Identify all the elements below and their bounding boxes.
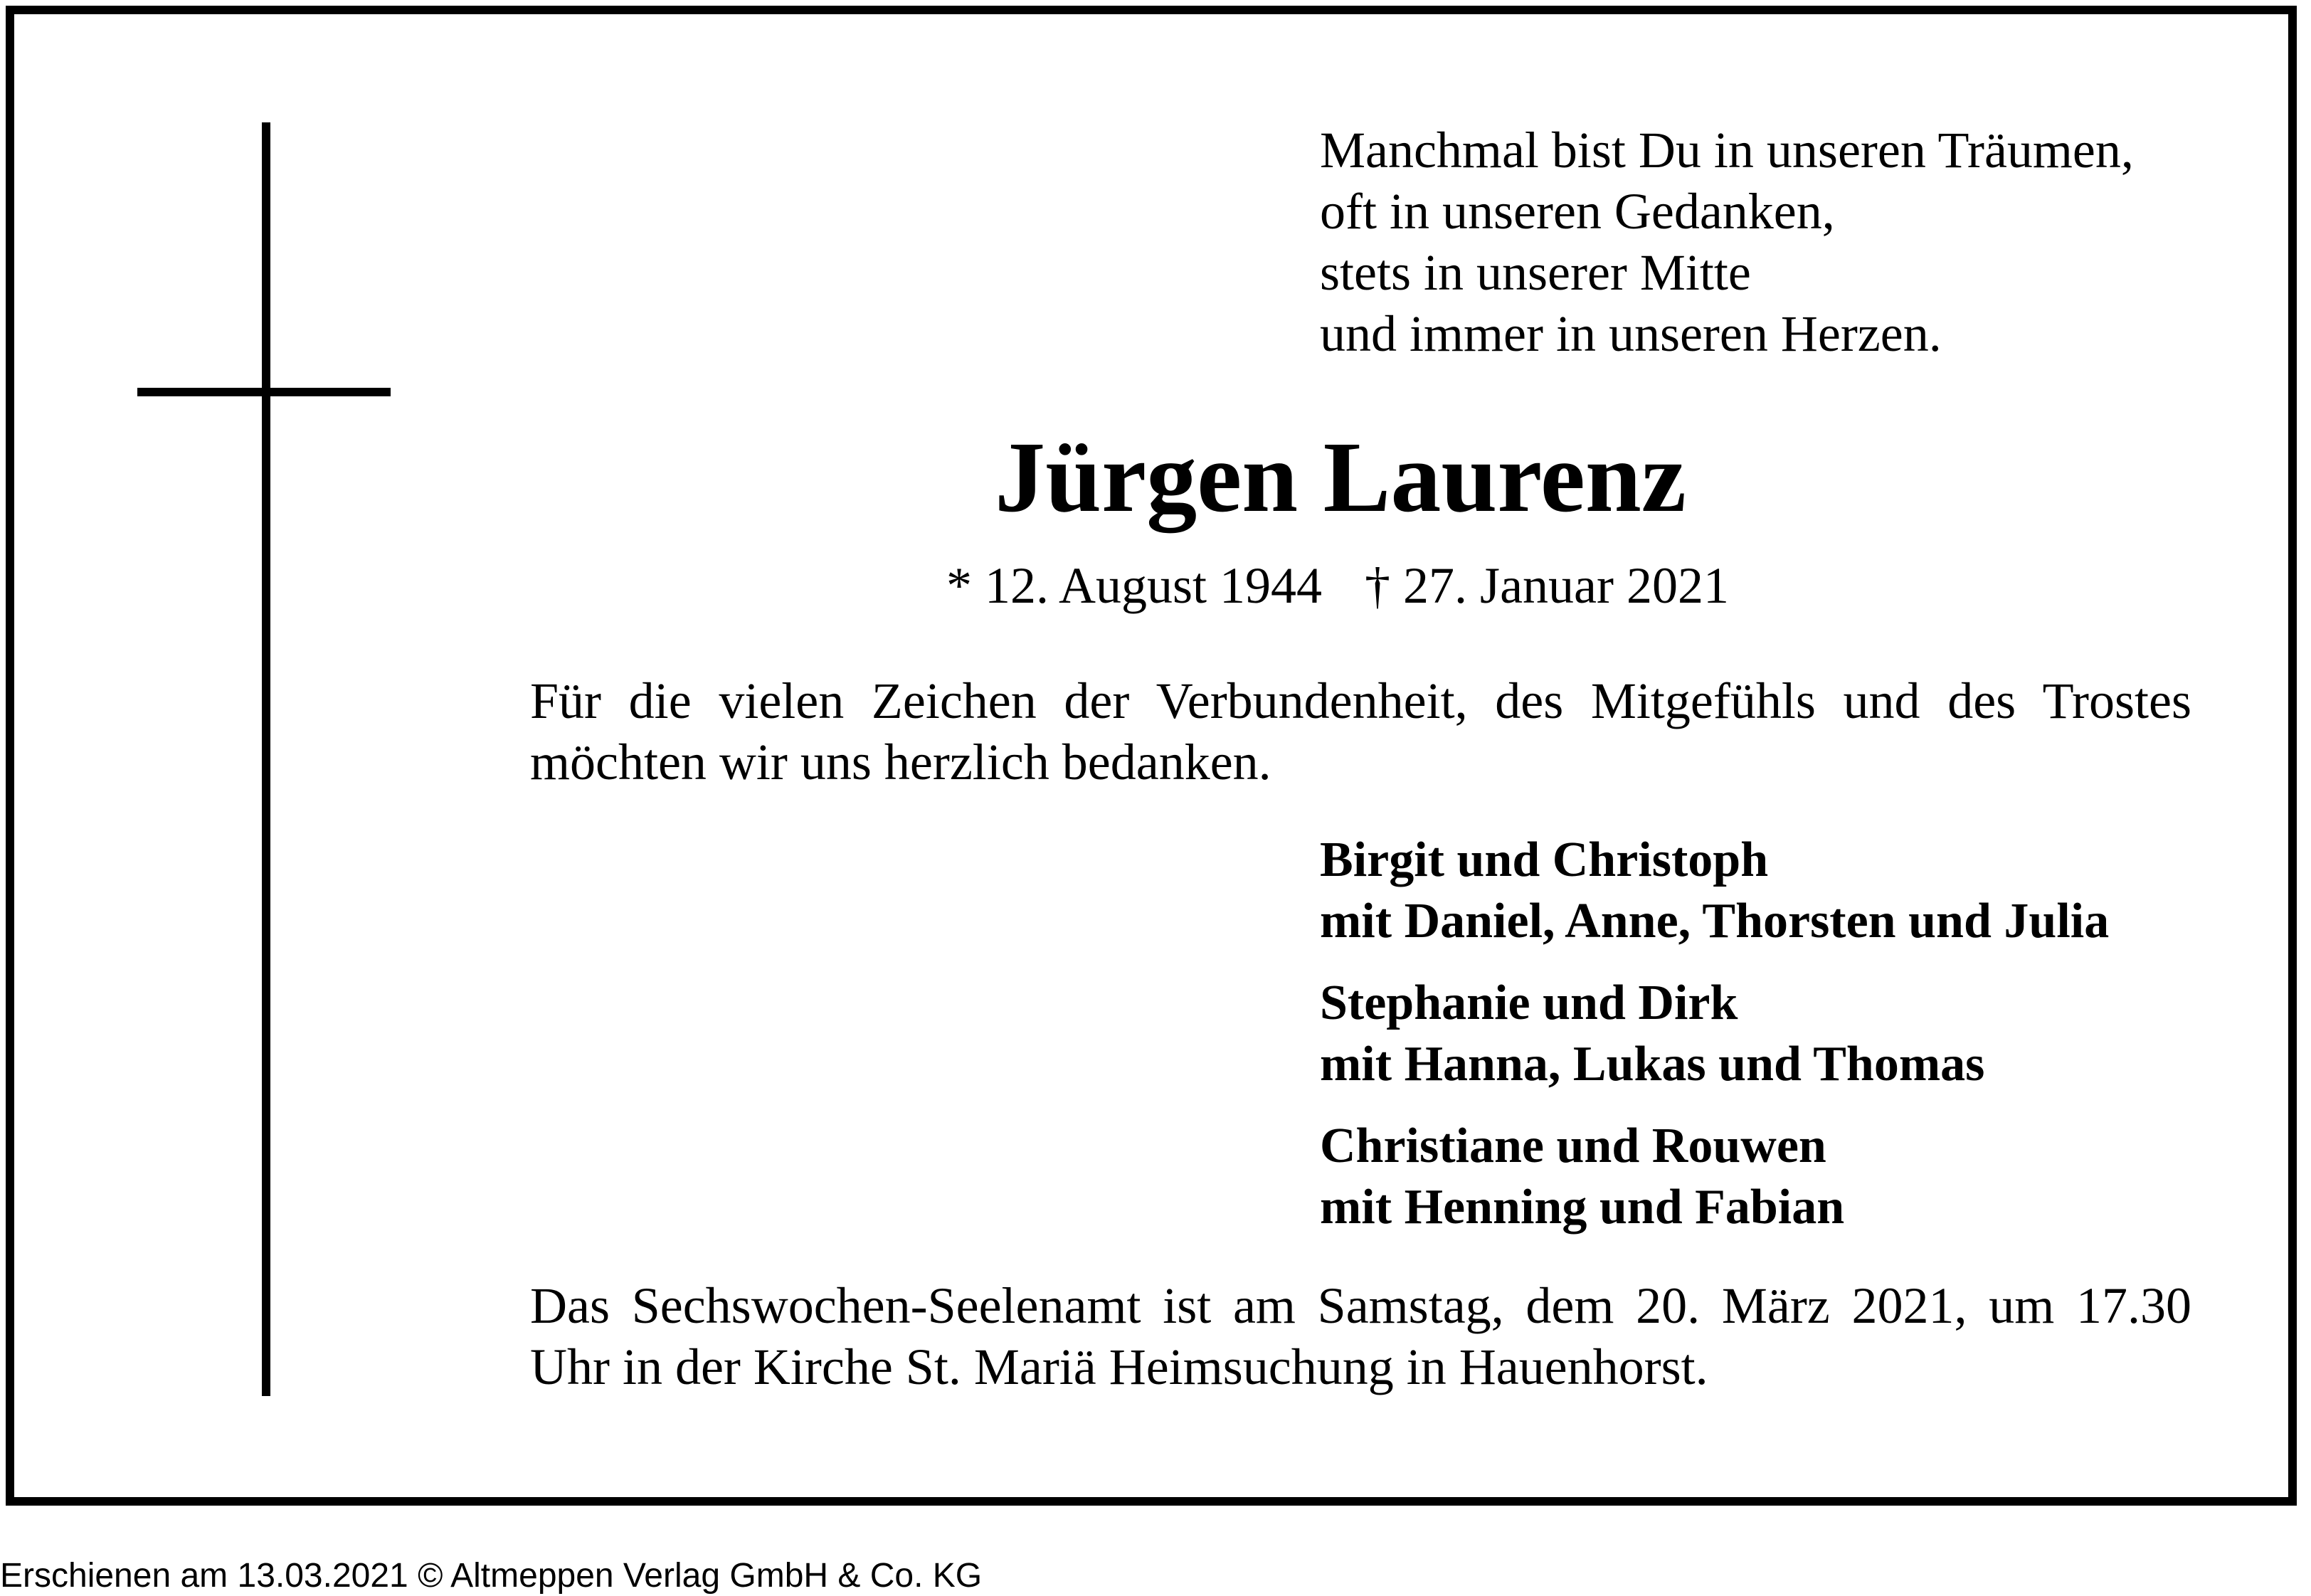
family-children: mit Henning und Fabian	[1320, 1180, 1845, 1235]
family-names: Birgit und Christoph	[1320, 833, 1769, 887]
family-names: Christiane und Rouwen	[1320, 1119, 1826, 1173]
publication-credit: Erschienen am 13.03.2021 © Altmeppen Verlag GmbH & Co. KG	[0, 1557, 983, 1595]
memorial-poem	[1320, 120, 2245, 364]
thanks-text: Für die vielen Zeichen der Verbundenheit, des Mitgefühls und des Trostes möchten wir uns herzlich bedanken.	[530, 672, 2191, 791]
service-announcement: Das Sechswochen-Seelenamt ist am Samstag, dem 20. März 2021, um 17.30 Uhr in der Kirche St. Mariä Heimsuchung in Hauenhorst.	[530, 1277, 2191, 1395]
cross-icon-crossbar	[137, 388, 391, 396]
poem-line: Manchmal bist Du in unseren Träumen,	[1320, 122, 2134, 179]
cross-icon	[262, 122, 270, 1396]
death-date: † 27. Januar 2021	[1365, 557, 1729, 614]
family-children: mit Hanna, Lukas und Thomas	[1320, 1037, 1985, 1092]
family-children: mit Daniel, Anne, Thorsten und Julia	[1320, 894, 2110, 948]
poem-line: oft in unseren Gedanken,	[1320, 183, 1835, 240]
family-names: Stephanie und Dirk	[1320, 976, 1738, 1030]
deceased-name: Jürgen Laurenz	[995, 421, 1686, 533]
family-group	[1320, 973, 1984, 1095]
family-group	[1320, 1116, 1844, 1238]
life-dates	[946, 555, 1729, 616]
birth-date: * 12. August 1944	[946, 557, 1323, 614]
poem-line: und immer in unseren Herzen.	[1320, 305, 1942, 362]
poem-line: stets in unserer Mitte	[1320, 244, 1751, 301]
family-group	[1320, 830, 2109, 952]
